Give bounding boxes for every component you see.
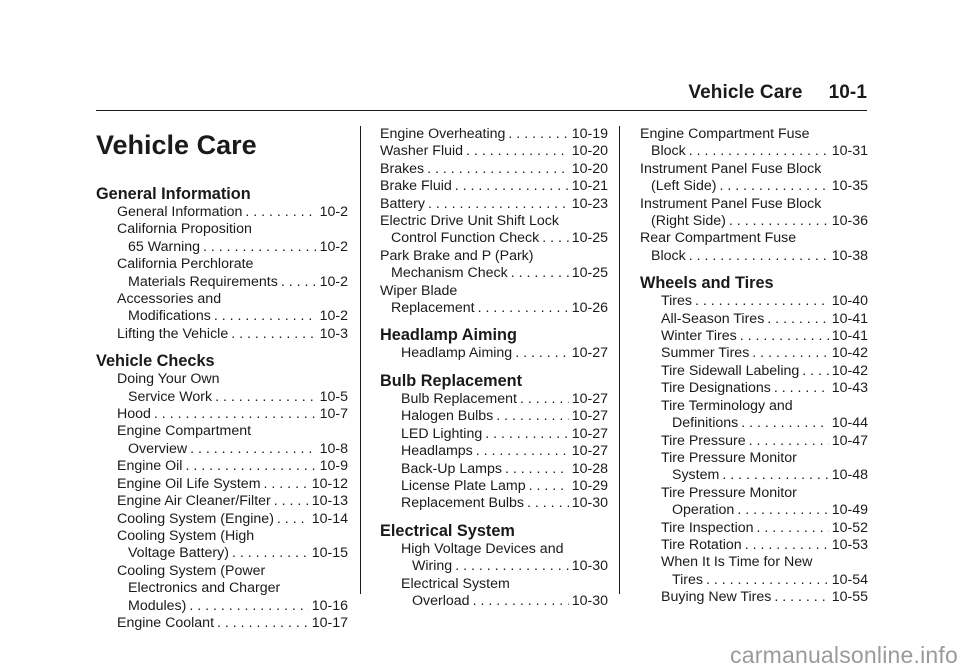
toc-entry-text: (Left Side) bbox=[651, 178, 717, 195]
toc-entry-tire-pressure-monitor-system[interactable] bbox=[661, 450, 868, 485]
toc-entry-text: Replacement bbox=[391, 300, 475, 317]
watermark: carmanualsonline.info bbox=[730, 642, 958, 668]
page-number: 10-1 bbox=[828, 82, 867, 103]
dot-leader bbox=[496, 408, 568, 425]
toc-entry-text: Electric Drive Unit Shift Lock bbox=[380, 213, 559, 230]
toc-page-number: 10-2 bbox=[319, 204, 348, 220]
toc-entry-text: Materials Requirements bbox=[128, 273, 278, 290]
toc-page-number: 10-30 bbox=[571, 592, 608, 609]
toc-entry-text: Block bbox=[651, 143, 686, 160]
dot-leader bbox=[774, 589, 828, 606]
toc-entry-washer-fluid[interactable] bbox=[380, 143, 608, 160]
toc-page-number: 10-9 bbox=[319, 458, 348, 475]
section-heading: Bulb Replacement bbox=[380, 371, 523, 390]
toc-page-number: 10-8 bbox=[319, 440, 348, 457]
toc-entry-high-voltage-devices-and-wiring[interactable] bbox=[401, 541, 608, 576]
toc-page-number: 10-53 bbox=[831, 536, 868, 553]
toc-entry-text: License Plate Lamp bbox=[401, 477, 526, 494]
toc-entry-accessories-and-modifications[interactable] bbox=[117, 291, 348, 326]
dot-leader bbox=[505, 461, 569, 478]
toc-entry-engine-air-cleaner-filter[interactable] bbox=[117, 493, 348, 510]
toc-column-3 bbox=[640, 126, 868, 607]
toc-entry-engine-oil-life-system[interactable] bbox=[117, 476, 348, 493]
toc-entry-led-lighting[interactable] bbox=[401, 426, 608, 443]
toc-entry-cooling-system-engine[interactable] bbox=[117, 511, 348, 528]
toc-column-2 bbox=[380, 126, 608, 610]
dot-leader bbox=[277, 511, 309, 528]
toc-entry-tire-designations[interactable] bbox=[661, 380, 868, 397]
dot-leader bbox=[689, 143, 829, 160]
toc-entry-text: System bbox=[672, 467, 720, 484]
dot-leader bbox=[185, 458, 316, 475]
dot-leader bbox=[455, 558, 569, 575]
toc-entry-text: LED Lighting bbox=[401, 425, 483, 442]
toc-page-number: 10-27 bbox=[571, 408, 608, 425]
toc-page-number: 10-12 bbox=[311, 475, 348, 492]
dot-leader bbox=[527, 495, 569, 512]
toc-entry-text: When It Is Time for New bbox=[661, 554, 813, 571]
dot-leader bbox=[508, 126, 568, 143]
dot-leader bbox=[232, 545, 309, 562]
toc-entry-list bbox=[96, 371, 348, 632]
toc-entry-text: Tires bbox=[672, 571, 704, 588]
toc-page-number: 10-25 bbox=[571, 265, 608, 282]
toc-entry-electrical-system-overload[interactable] bbox=[401, 576, 608, 611]
toc-page-number: 10-30 bbox=[571, 495, 608, 512]
dot-leader bbox=[749, 433, 829, 450]
toc-page-number: 10-49 bbox=[831, 502, 868, 519]
toc-entry-text: Overview bbox=[128, 440, 188, 457]
column-divider-2 bbox=[619, 126, 620, 594]
toc-entry-text: Doing Your Own bbox=[117, 371, 220, 388]
dot-leader bbox=[757, 520, 829, 537]
toc-page-number: 10-14 bbox=[311, 510, 348, 527]
dot-leader bbox=[689, 248, 829, 265]
dot-leader bbox=[214, 308, 317, 325]
toc-page-number: 10-2 bbox=[319, 238, 348, 255]
toc-entry-license-plate-lamp[interactable] bbox=[401, 478, 608, 495]
toc-entry-text: Instrument Panel Fuse Block bbox=[640, 160, 822, 177]
dot-leader bbox=[455, 178, 569, 195]
toc-page-number: 10-43 bbox=[831, 380, 868, 397]
toc-page-number: 10-55 bbox=[831, 589, 868, 606]
toc-entry-text: Brake Fluid bbox=[380, 178, 452, 195]
toc-entry-halogen-bulbs[interactable] bbox=[401, 408, 608, 425]
toc-entry-text: Tire Sidewall Labeling bbox=[661, 362, 800, 379]
toc-page-number: 10-31 bbox=[831, 143, 868, 160]
toc-entry-text: Engine Coolant bbox=[117, 614, 215, 631]
toc-entry-lifting-the-vehicle[interactable] bbox=[117, 326, 348, 343]
toc-entry-text: Tire Pressure bbox=[661, 432, 746, 449]
dot-leader bbox=[737, 502, 828, 519]
dot-leader bbox=[281, 274, 317, 291]
toc-entry-headlamp-aiming[interactable] bbox=[401, 345, 608, 362]
dot-leader bbox=[478, 300, 569, 317]
toc-entry-text: Headlamp Aiming bbox=[401, 345, 513, 362]
section-heading: Vehicle Checks bbox=[96, 352, 215, 371]
toc-entry-text: Wiring bbox=[412, 558, 453, 575]
toc-entry-instrument-panel-fuse-block-right-side[interactable] bbox=[640, 196, 868, 231]
toc-entry-text: Electronics and Charger bbox=[128, 580, 281, 597]
toc-entry-text: California Proposition bbox=[117, 221, 252, 238]
toc-entry-park-brake-and-p-park-mechanism-check[interactable] bbox=[380, 248, 608, 283]
toc-entry-engine-compartment-fuse-block[interactable] bbox=[640, 126, 868, 161]
toc-page-number: 10-47 bbox=[831, 432, 868, 449]
toc-page-number: 10-17 bbox=[311, 614, 348, 631]
toc-entry-engine-compartment-overview[interactable] bbox=[117, 423, 348, 458]
toc-page-number: 10-3 bbox=[319, 325, 348, 342]
toc-entry-battery[interactable] bbox=[380, 196, 608, 213]
toc-entry-text: 65 Warning bbox=[128, 238, 201, 255]
chapter-title: Vehicle Care bbox=[96, 130, 257, 160]
section-heading: General Information bbox=[96, 185, 251, 203]
toc-entry-text: Headlamps bbox=[401, 443, 473, 460]
toc-entry-tire-inspection[interactable] bbox=[661, 520, 868, 537]
toc-entry-text: Engine Oil bbox=[117, 458, 183, 475]
toc-entry-text: Tires bbox=[661, 293, 693, 310]
toc-entry-text: Lifting the Vehicle bbox=[117, 325, 229, 342]
toc-entry-text: Washer Fluid bbox=[380, 143, 464, 160]
toc-entry-text: California Perchlorate bbox=[117, 256, 254, 273]
toc-entry-tires[interactable] bbox=[661, 293, 868, 310]
toc-page-number: 10-42 bbox=[831, 362, 868, 379]
toc-entry-text: Buying New Tires bbox=[661, 589, 772, 606]
toc-page-number: 10-23 bbox=[571, 195, 608, 212]
toc-entry-tire-terminology-and-definitions[interactable] bbox=[661, 398, 868, 433]
dot-leader bbox=[695, 293, 829, 310]
toc-page-number: 10-41 bbox=[831, 310, 868, 327]
toc-entry-text: Modifications bbox=[128, 308, 211, 325]
dot-leader bbox=[154, 406, 317, 423]
toc-entry-text: Engine Compartment bbox=[117, 423, 252, 440]
toc-entry-text: Park Brake and P (Park) bbox=[380, 247, 534, 264]
dot-leader bbox=[722, 467, 828, 484]
dot-leader bbox=[752, 345, 828, 362]
toc-entry-text: Voltage Battery) bbox=[128, 545, 229, 562]
toc-page-number: 10-27 bbox=[571, 345, 608, 362]
toc-entry-california-perchlorate-materials-requirements[interactable] bbox=[117, 256, 348, 291]
toc-page-number: 10-26 bbox=[571, 300, 608, 317]
toc-page-number: 10-2 bbox=[319, 308, 348, 325]
toc-page-number: 10-29 bbox=[571, 477, 608, 494]
toc-entry-text: Modules) bbox=[128, 597, 187, 614]
toc-page-number: 10-44 bbox=[831, 415, 868, 432]
toc-entry-general-information[interactable] bbox=[117, 204, 348, 221]
toc-entry-text: Summer Tires bbox=[661, 345, 750, 362]
toc-entry-text: Tire Inspection bbox=[661, 519, 754, 536]
toc-entry-replacement-bulbs[interactable] bbox=[401, 495, 608, 512]
toc-entry-summer-tires[interactable] bbox=[661, 345, 868, 362]
toc-entry-instrument-panel-fuse-block-left-side[interactable] bbox=[640, 161, 868, 196]
dot-leader bbox=[719, 178, 828, 195]
dot-leader bbox=[706, 572, 829, 589]
dot-leader bbox=[740, 328, 829, 345]
toc-entry-tire-pressure[interactable] bbox=[661, 433, 868, 450]
toc-entry-text: Wiper Blade bbox=[380, 282, 458, 299]
toc-entry-text: Brakes bbox=[380, 160, 425, 177]
toc-entry-wiper-blade-replacement[interactable] bbox=[380, 283, 608, 318]
toc-entry-text: High Voltage Devices and bbox=[401, 540, 564, 557]
toc-entry-text: Bulb Replacement bbox=[401, 390, 517, 407]
toc-page-number: 10-27 bbox=[571, 443, 608, 460]
toc-entry-all-season-tires[interactable] bbox=[661, 311, 868, 328]
dot-leader bbox=[466, 143, 569, 160]
section-heading: Headlamp Aiming bbox=[380, 326, 517, 345]
toc-entry-brake-fluid[interactable] bbox=[380, 178, 608, 195]
toc-entry-text: Tire Pressure Monitor bbox=[661, 449, 797, 466]
toc-page-number: 10-20 bbox=[571, 160, 608, 177]
toc-entry-tire-pressure-monitor-operation[interactable] bbox=[661, 485, 868, 520]
section-heading: Electrical System bbox=[380, 521, 515, 540]
toc-entry-winter-tires[interactable] bbox=[661, 328, 868, 345]
toc-entry-california-proposition-65-warning[interactable] bbox=[117, 221, 348, 256]
toc-entry-text: Control Function Check bbox=[391, 230, 540, 247]
toc-page-number: 10-21 bbox=[571, 178, 608, 195]
dot-leader bbox=[231, 326, 316, 343]
toc-entry-list bbox=[380, 126, 608, 317]
toc-entry-engine-coolant[interactable] bbox=[117, 615, 348, 632]
toc-page-number: 10-13 bbox=[311, 493, 348, 510]
toc-entry-text: Tire Rotation bbox=[661, 536, 742, 553]
toc-entry-list bbox=[380, 541, 608, 611]
toc-entry-text: Tire Pressure Monitor bbox=[661, 484, 797, 501]
dot-leader bbox=[485, 426, 568, 443]
dot-leader bbox=[190, 441, 316, 458]
toc-entry-text: Definitions bbox=[672, 415, 739, 432]
toc-entry-text: Engine Overheating bbox=[380, 126, 506, 142]
toc-page-number: 10-52 bbox=[831, 519, 868, 536]
dot-leader bbox=[774, 380, 829, 397]
dot-leader bbox=[473, 593, 569, 610]
toc-entry-list bbox=[640, 126, 868, 265]
toc-entry-text: Tire Designations bbox=[661, 380, 771, 397]
running-head bbox=[688, 82, 867, 104]
toc-entry-text: Replacement Bulbs bbox=[401, 495, 525, 512]
toc-entry-text: Tire Terminology and bbox=[661, 397, 793, 414]
dot-leader bbox=[264, 476, 309, 493]
dot-leader bbox=[203, 239, 317, 256]
toc-page-number: 10-16 bbox=[311, 597, 348, 614]
toc-entry-text: Mechanism Check bbox=[391, 265, 508, 282]
dot-leader bbox=[767, 311, 828, 328]
toc-page-number: 10-27 bbox=[571, 390, 608, 407]
toc-entry-tire-sidewall-labeling[interactable] bbox=[661, 363, 868, 380]
section-heading: Wheels and Tires bbox=[640, 274, 774, 293]
dot-leader bbox=[515, 345, 569, 362]
dot-leader bbox=[741, 415, 828, 432]
toc-entry-text: Accessories and bbox=[117, 291, 222, 308]
toc-page-number: 10-2 bbox=[319, 273, 348, 290]
toc-entry-engine-oil[interactable] bbox=[117, 458, 348, 475]
toc-page-number: 10-19 bbox=[571, 126, 608, 142]
toc-entry-hood[interactable] bbox=[117, 406, 348, 423]
header-rule bbox=[96, 110, 867, 111]
toc-entry-text: Winter Tires bbox=[661, 328, 737, 345]
toc-entry-text: Engine Compartment Fuse bbox=[640, 126, 810, 142]
toc-entry-electric-drive-unit-shift-lock-control-function-check[interactable] bbox=[380, 213, 608, 248]
dot-leader bbox=[511, 265, 569, 282]
toc-entry-bulb-replacement[interactable] bbox=[401, 391, 608, 408]
toc-entry-list bbox=[380, 391, 608, 513]
toc-entry-text: Engine Air Cleaner/Filter bbox=[117, 493, 271, 510]
toc-page-number: 10-42 bbox=[831, 345, 868, 362]
toc-entry-text: Cooling System (Engine) bbox=[117, 510, 274, 527]
toc-entry-buying-new-tires[interactable] bbox=[661, 589, 868, 606]
toc-page-number: 10-28 bbox=[571, 460, 608, 477]
toc-entry-doing-your-own-service-work[interactable] bbox=[117, 371, 348, 406]
toc-page-number: 10-54 bbox=[831, 571, 868, 588]
toc-entry-text: All-Season Tires bbox=[661, 310, 765, 327]
running-head-title: Vehicle Care bbox=[688, 82, 803, 103]
dot-leader bbox=[217, 615, 309, 632]
toc-entry-text: (Right Side) bbox=[651, 213, 726, 230]
toc-entry-back-up-lamps[interactable] bbox=[401, 461, 608, 478]
toc-entry-text: Overload bbox=[412, 592, 470, 609]
toc-entry-cooling-system-high-voltage-battery[interactable] bbox=[117, 528, 348, 563]
toc-entry-list bbox=[380, 345, 608, 362]
dot-leader bbox=[802, 363, 828, 380]
toc-entry-list bbox=[96, 204, 348, 343]
toc-entry-text: Cooling System (Power bbox=[117, 562, 266, 579]
toc-entry-tire-rotation[interactable] bbox=[661, 537, 868, 554]
dot-leader bbox=[274, 493, 309, 510]
toc-entry-text: Hood bbox=[117, 406, 151, 423]
toc-entry-rear-compartment-fuse-block[interactable] bbox=[640, 230, 868, 265]
dot-leader bbox=[189, 598, 308, 615]
toc-entry-cooling-system-power-electronics-and-charger-modules[interactable] bbox=[117, 563, 348, 615]
toc-page-number: 10-30 bbox=[571, 558, 608, 575]
toc-entry-when-it-is-time-for-new-tires[interactable] bbox=[661, 554, 868, 589]
dot-leader bbox=[245, 204, 316, 221]
dot-leader bbox=[215, 389, 317, 406]
toc-entry-text: Battery bbox=[380, 195, 425, 212]
dot-leader bbox=[520, 391, 569, 408]
toc-entry-text: Electrical System bbox=[401, 575, 510, 592]
toc-entry-text: Operation bbox=[672, 502, 735, 519]
dot-leader bbox=[729, 213, 829, 230]
toc-entry-text: Instrument Panel Fuse Block bbox=[640, 195, 822, 212]
toc-page-number: 10-7 bbox=[319, 406, 348, 423]
toc-page-number: 10-41 bbox=[831, 328, 868, 345]
toc-entry-engine-overheating[interactable] bbox=[380, 126, 608, 143]
toc-page-number: 10-48 bbox=[831, 467, 868, 484]
toc-entry-text: Back-Up Lamps bbox=[401, 460, 502, 477]
toc-page-number: 10-5 bbox=[319, 388, 348, 405]
toc-entry-list bbox=[640, 293, 868, 606]
dot-leader bbox=[529, 478, 569, 495]
toc-entry-text: Halogen Bulbs bbox=[401, 408, 494, 425]
toc-entry-text: Service Work bbox=[128, 388, 213, 405]
toc-entry-brakes[interactable] bbox=[380, 161, 608, 178]
toc-page-number: 10-40 bbox=[831, 293, 868, 310]
dot-leader bbox=[428, 196, 569, 213]
toc-page-number: 10-20 bbox=[571, 143, 608, 160]
column-divider-1 bbox=[360, 126, 361, 594]
dot-leader bbox=[427, 161, 569, 178]
dot-leader bbox=[542, 230, 568, 247]
toc-page-number: 10-15 bbox=[311, 545, 348, 562]
toc-entry-text: Cooling System (High bbox=[117, 527, 255, 544]
dot-leader bbox=[476, 443, 569, 460]
toc-page-number: 10-36 bbox=[831, 213, 868, 230]
toc-page-number: 10-25 bbox=[571, 230, 608, 247]
toc-entry-text: General Information bbox=[117, 204, 243, 220]
dot-leader bbox=[745, 537, 829, 554]
toc-entry-headlamps[interactable] bbox=[401, 443, 608, 460]
toc-entry-text: Block bbox=[651, 247, 686, 264]
toc-page-number: 10-38 bbox=[831, 247, 868, 264]
toc-column-1 bbox=[96, 126, 348, 632]
toc-entry-text: Rear Compartment Fuse bbox=[640, 230, 797, 247]
toc-entry-text: Engine Oil Life System bbox=[117, 475, 261, 492]
toc-page-number: 10-35 bbox=[831, 178, 868, 195]
toc-page-number: 10-27 bbox=[571, 425, 608, 442]
